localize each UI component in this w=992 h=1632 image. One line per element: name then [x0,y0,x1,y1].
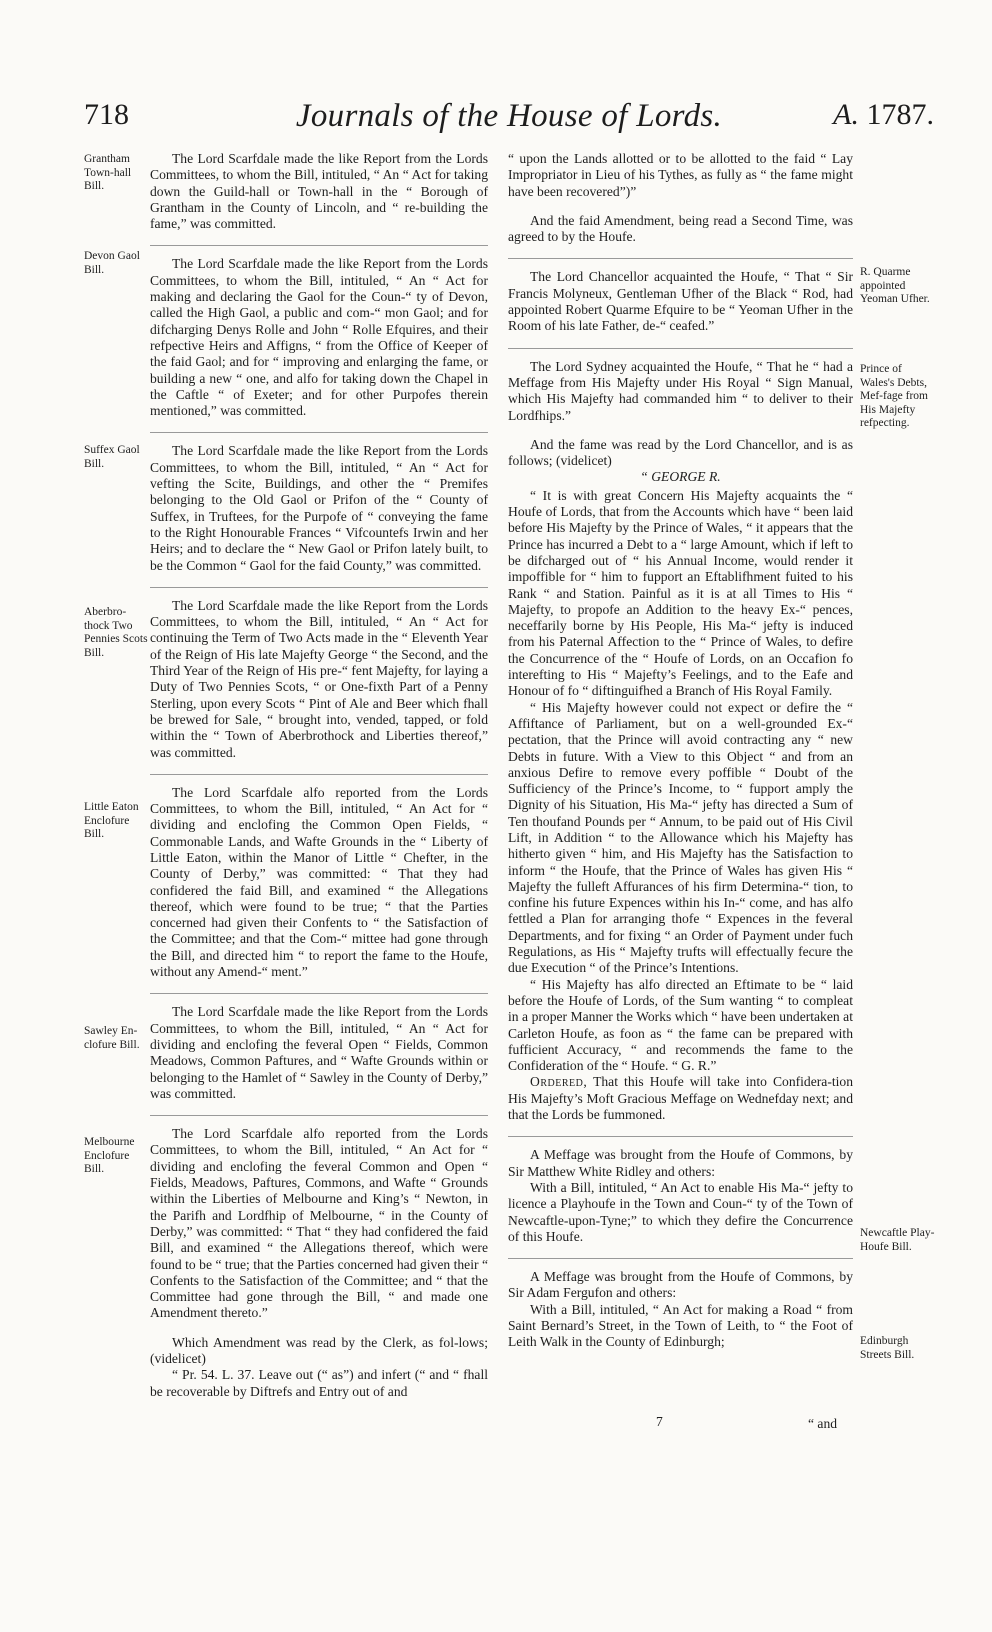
royal-salutation [508,469,853,485]
margin-note-quarme: R. Quarme appointed Yeoman Ufher. [860,266,930,305]
divider [508,1136,853,1137]
amendment-text: “ Pr. 54. L. 37. Leave out (“ as”) and infert (“ and “ fhall be recoverable by Diftrefs and Entry out of and [150,1367,488,1399]
margin-note-prince: Prince of Wales's Debts, Mef-fage from His Majefty refpecting. [860,363,929,429]
margin-note-edinburgh: Edinburgh Streets Bill. [860,1335,915,1361]
margin-note-aberbrothock: Aberbro-thock Two Pennies Scots Bill. [84,606,148,659]
year-number: 1787. [866,98,934,131]
margin-note-sawley: Sawley En-clofure Bill. [84,1025,140,1051]
ordered-text: That this Houfe will take into Confidera-tion His Majefty’s Moft Gracious Meffage on Wednefday next; and that the Lords be fummoned. [508,1074,853,1123]
divider [150,245,488,246]
margin-note-sussex: Suffex Gaol Bill. [84,444,140,470]
bill-newcastle: With a Bill, intituled, “ An Act to enable His Ma-“ jefty to licence a Playhoufe in the Town and Coun-“ ty of the Town of Newcaftle-upon-Tyne;” to which they defire the Concurrence of this Houfe. [508,1179,853,1244]
page-number: 718 [84,98,129,131]
message-para-1: “ It is with great Concern His Majefty acquaints the “ Houfe of Lords, that from the Accounts which have “ been laid before His Majefty by the Prince of Wales, “ it appears that the Prince has incurred a Debt to a “ large Amount, which if left to be difcharged out of “ his Annual Income, would render it impoffible for “ him to fupport an Eftablifhment fuited to his Rank “ and Station. Painful as it is at all Times to His “ Majefty, to propofe an Addition to the heavy Ex-“ pences, neceffarily borne by His People, His Ma-“ jefty is induced from his Paternal Affection to the “ Prince of Wales, to defire the Concurrence of the “ Houfe of Lords, on an Occafion fo interefting to His “ Majefty’s Feelings, and to the Eafe and Honour of fo “ diftinguifhed a Branch of His Royal Family. [508,487,853,699]
divider [150,993,488,994]
year-letter: A. [833,98,859,131]
divider [150,587,488,588]
amendment-continuation: “ upon the Lands allotted or to be allotted to the faid “ Lay Impropriator in Lieu of his Tythes, as fully as “ the fame might have been recovered”)” [508,151,853,199]
title-word: Lords. [636,98,723,134]
amendment-intro: Which Amendment was read by the Clerk, as fol-lows; (videlicet) [150,1334,488,1366]
entry-little-eaton: The Lord Scarfdale alfo reported from the Lords Committees, to whom the Bill, intituled, “ An Act for “ dividing and enclofing the Common Open Fields, “ Commonable Lands, and Wafte Grounds in the “ Liberty of Little Eaton, within the Manor of Little “ Chefter, in the County of Derby,” was committed: “ That they had confidered the faid Bill, and examined “ the Allegations thereof, which were found to be true; “ that the Parties concerned had given their Confents to “ the Satisfaction of the Committee; and that the Com-“ mittee had gone through the Bill, and directed him “ to report the fame to the Houfe, without any Amend-“ ment.” [150,784,488,980]
divider [508,348,853,349]
title-word: of [422,98,449,134]
divider [150,1115,488,1116]
margin-note-newcastle: Newcaftle Play-Houfe Bill. [860,1227,935,1253]
margin-note-melbourne: Melbourne Enclofure Bill. [84,1136,135,1175]
right-column [508,151,853,1351]
margin-note-devon: Devon Gaol Bill. [84,250,140,276]
ordered-entry [508,1074,853,1123]
title-word: the [457,98,499,134]
message-read: And the fame was read by the Lord Chancellor, and is as follows; (videlicet) [508,436,853,469]
entry-aberbrothock: The Lord Scarfdale made the like Report from the Lords Committees, to whom the Bill, intituled, “ An “ Act for continuing the Term of Two Acts made in the “ Eleventh Year of the Reign of His late Majefty George “ the Second, and the Third Year of the Reign of His pre-“ fent Majefty, for laying a Duty of Two Pennies Scots, “ or One-fixth Part of a Penny Sterling, upon every Scots “ Pint of Ale and Beer which fhall be brewed for Sale, “ brought into, vended, tapped, or fold within the “ Town of Aberbrothock and Liberties thereof,” was committed. [150,597,488,760]
page-header [84,98,934,142]
title-word: Journals [295,98,414,134]
margin-note-little-eaton: Little Eaton Enclofure Bill. [84,801,139,840]
salutation-text: “ GEORGE R. [640,469,721,485]
commons-message-newcastle: A Meffage was brought from the Houfe of Commons, by Sir Matthew White Ridley and others: [508,1147,853,1179]
bill-edinburgh: With a Bill, intituled, “ An Act for making a Road “ from Saint Bernard’s Street, in the Town of Leith, to “ the Foot of Leith Walk in the County of Edinburgh; [508,1301,853,1350]
entry-grantham: The Lord Scarfdale made the like Report from the Lords Committees, to whom the Bill, intituled, “ An “ Act for taking down the Guild-hall or Town-hall in the “ Borough of Grantham in the County of Lincoln, and “ re-building the fame,” was committed. [150,151,488,232]
ordered-word: Ordered, [530,1074,588,1090]
title-word: House [506,98,593,134]
entry-sawley: The Lord Scarfdale made the like Report from the Lords Committees, to whom the Bill, intituled, “ An “ Act for dividing and enclofing the feveral Open “ Fields, Common Meadows, Common Paftures, and “ Wafte Grounds within or belonging to the Hamlet of “ Sawley in the County of Derby,” was committed. [150,1004,488,1101]
catchword: “ and [808,1416,838,1431]
amendment-agreed: And the faid Amendment, being read a Second Time, was agreed to by the Houfe. [508,212,853,245]
message-para-2: “ His Majefty however could not expect or defire the “ Affiftance of Parliament, but on a well-grounded Ex-“ pectation, that the Prince will avoid contracting any “ new Debts in future. With a View to this Object “ and from an anxious Defire to remove every poffible “ Doubt of the Sufficiency of the Prince’s Income, to “ fupport amply the Dignity of his Situation, His Ma-“ jefty has directed a Sum of Ten thoufand Pounds per “ Annum, to be paid out of His Civil Lift, in Addition “ to the Allowance which his Majefty has hitherto given “ him, and His Majefty has the Satisfaction to inform “ the Houfe, that the Prince of Wales has given His “ Majefty the fulleft Affurances of his firm Determina-“ tion, to confine his future Expences within his In-“ come, and has alfo fettled a Plan for arranging thofe “ Expences in the feveral Departments, and for fixing “ an Order of Payment under fuch Regulations, as His “ Majefty trufts will effectually fecure the due Execution “ of the Prince’s Intentions. [508,699,853,976]
year [833,98,934,132]
divider [508,1258,853,1259]
entry-devon: The Lord Scarfdale made the like Report from the Lords Committees, to whom the Bill, intituled, “ An “ Act for making and declaring the Gaol for the Coun-“ ty of Devon, called the High Gaol, a public and com-“ mon Gaol; and for difcharging Denys Rolle and John “ Rolle Efquires, and their refpective Heirs and Affigns, “ from the Office of Keeper of the faid Gaol; and for “ improving and enlarging the fame, or building a new “ one, and alfo for taking down the Chapel in the Caftle “ of Exeter; and for other Purpofes therein mentioned,” was committed. [150,256,488,419]
entry-sussex: The Lord Scarfdale made the like Report from the Lords Committees, to whom the Bill, intituled, “ An “ Act for vefting the Scite, Buildings, and other the “ Premifes belonging to the Old Gaol or Prifon of the “ County of Suffex, in Truftees, for the Purpofe of “ conveying the fame to the Right Honourable Frances “ Vifcountefs Irwin and her Heirs; and to declare the “ New Gaol or Prifon lately built, to be the Common “ Gaol for the faid County,” was committed. [150,443,488,573]
entry-sydney-message: The Lord Sydney acquainted the Houfe, “ That he “ had a Meffage from His Majefty under His Royal “ Sign Manual, which His Majefty had commanded him “ to deliver to their Lordfhips.” [508,358,853,423]
title-word: of [601,98,628,134]
message-para-3: “ His Majefty has alfo directed an Eftimate to be “ laid before the Houfe of Lords, of the Sum wanting “ to compleat in a proper Manner the Works which “ have been undertaken at Carleton Houfe, as foon as “ the fame can be prepared with fufficient Accuracy, “ and recommends the fame to the Confideration of the “ Houfe. “ G. R.” [508,976,853,1074]
divider [150,432,488,433]
entry-melbourne: The Lord Scarfdale alfo reported from the Lords Committees, to whom the Bill, intituled, “ An Act for “ dividing and enclofing the feveral Common and Open “ Fields, Meadows, Paftures, Commons, and Wafte “ Grounds within the Liberties of Melbourne and King’s “ Newton, in the Parifh and Lordfhip of Melbourne, “ in the County of Derby,” was committed: “ That “ they had confidered the faid Bill, and examined “ the Allegations thereof, which were found to be “ true; that the Parties concerned had given their “ Confents to the Satisfaction of the Committee; and “ that the Committee had gone through the Bill, “ and made one Amendment thereto.” [150,1126,488,1321]
running-title [84,98,934,135]
signature-mark: 7 [656,1414,663,1429]
divider [150,774,488,775]
entry-quarme: The Lord Chancellor acquainted the Houfe, “ That “ Sir Francis Molyneux, Gentleman Ufher of the Black “ Rod, had appointed Robert Quarme Efquire to be “ Yeoman Ufher in the Room of his late Father, de-“ ceafed.” [508,269,853,334]
left-column [150,151,488,1400]
margin-note-grantham: Grantham Town-hall Bill. [84,153,132,192]
commons-message-edinburgh: A Meffage was brought from the Houfe of Commons, by Sir Adam Fergufon and others: [508,1269,853,1301]
divider [508,258,853,259]
